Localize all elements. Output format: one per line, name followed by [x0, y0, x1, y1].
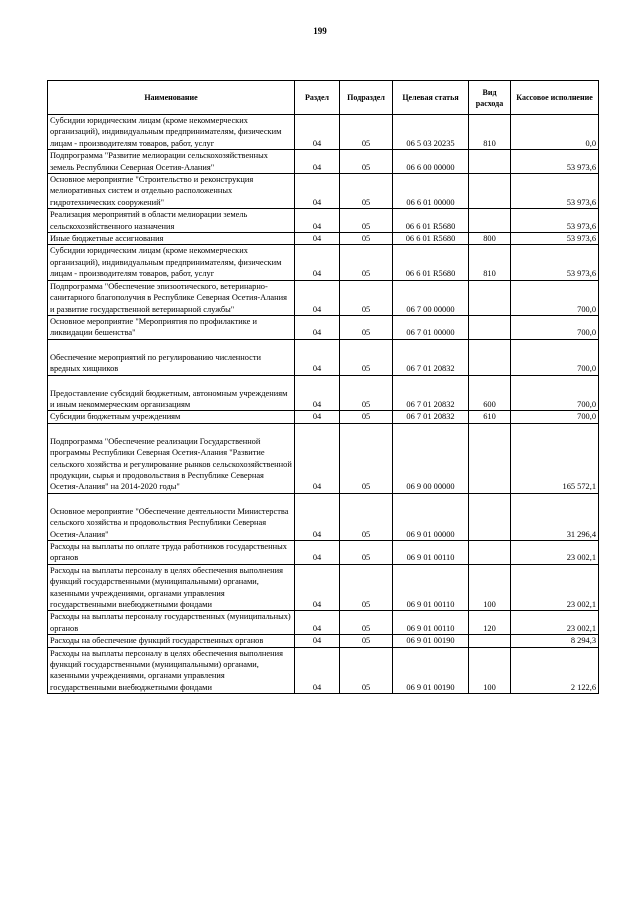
cell-target: 06 9 01 00110 [393, 611, 469, 635]
cell-name: Расходы на выплаты по оплате труда работников государственных органов [48, 541, 295, 565]
cell-section: 04 [295, 339, 340, 375]
cell-cash: 700,0 [511, 315, 599, 339]
header-target: Целевая статья [393, 81, 469, 115]
header-subsection: Подраздел [340, 81, 393, 115]
cell-section: 04 [295, 564, 340, 611]
cell-name: Иные бюджетные ассигнования [48, 233, 295, 245]
header-section: Раздел [295, 81, 340, 115]
table-row [48, 339, 599, 375]
cell-expense [469, 150, 511, 174]
cell-target: 06 6 01 R5680 [393, 233, 469, 245]
cell-name: Подпрограмма "Обеспечение реализации Государственной программы Республики Северная Осетия-Алания "Развитие сельского хозяйства и регулирование рынков сельскохозяйственной продукции, сырья и продовольствия в Республике Северная Осетия-Алания" на 2014-2020 годы" [48, 423, 295, 493]
cell-subsection: 05 [340, 564, 393, 611]
cell-name: Основное мероприятие "Строительство и реконструкция мелиоративных систем и отдельно расположенных гидротехнических сооружений" [48, 174, 295, 209]
cell-expense: 120 [469, 611, 511, 635]
cell-subsection: 05 [340, 245, 393, 280]
cell-name: Основное мероприятие "Мероприятия по профилактике и ликвидации бешенства" [48, 315, 295, 339]
cell-name: Основное мероприятие "Обеспечение деятельности Министерства сельского хозяйства и продовольствия Республики Северная Осетия-Алания" [48, 493, 295, 540]
cell-section: 04 [295, 315, 340, 339]
cell-target: 06 9 01 00110 [393, 564, 469, 611]
cell-name: Подпрограмма "Обеспечение эпизоотического, ветеринарно-санитарного благополучия в Республике Северная Осетия-Алания и развитие государственной ветеринарной службы" [48, 280, 295, 315]
cell-target: 06 9 00 00000 [393, 423, 469, 493]
cell-cash: 700,0 [511, 339, 599, 375]
cell-section: 04 [295, 635, 340, 647]
cell-expense [469, 339, 511, 375]
cell-cash: 165 572,1 [511, 423, 599, 493]
cell-name: Расходы на выплаты персоналу в целях обеспечения выполнения функций государственными (муниципальными) органами, казенными учреждениями, органами управления государственными внебюджетными фондами [48, 564, 295, 611]
cell-section: 04 [295, 541, 340, 565]
header-name: Наименование [48, 81, 295, 115]
cell-target: 06 9 01 00110 [393, 541, 469, 565]
cell-target: 06 9 01 00000 [393, 493, 469, 540]
cell-cash: 31 296,4 [511, 493, 599, 540]
cell-subsection: 05 [340, 493, 393, 540]
table-row [48, 611, 599, 635]
table-row [48, 375, 599, 411]
cell-section: 04 [295, 647, 340, 694]
cell-subsection: 05 [340, 233, 393, 245]
cell-target: 06 7 01 20832 [393, 339, 469, 375]
cell-expense [469, 209, 511, 233]
cell-expense [469, 315, 511, 339]
cell-section: 04 [295, 280, 340, 315]
cell-subsection: 05 [340, 280, 393, 315]
cell-name: Расходы на обеспечение функций государственных органов [48, 635, 295, 647]
table-row [48, 423, 599, 493]
table-row [48, 209, 599, 233]
cell-section: 04 [295, 150, 340, 174]
cell-name: Расходы на выплаты персоналу в целях обеспечения выполнения функций государственными (муниципальными) органами, казенными учреждениями, органами управления государственными внебюджетными фондами [48, 647, 295, 694]
page-number: 199 [313, 26, 327, 36]
cell-cash: 700,0 [511, 280, 599, 315]
cell-subsection: 05 [340, 339, 393, 375]
cell-section: 04 [295, 423, 340, 493]
cell-name: Субсидии юридическим лицам (кроме некоммерческих организаций), индивидуальным предпринимателям, физическим лицам - производителям товаров, работ, услуг [48, 115, 295, 150]
cell-cash: 53 973,6 [511, 150, 599, 174]
cell-cash: 8 294,3 [511, 635, 599, 647]
cell-subsection: 05 [340, 375, 393, 411]
cell-section: 04 [295, 209, 340, 233]
table-row [48, 174, 599, 209]
cell-subsection: 05 [340, 647, 393, 694]
budget-table [47, 80, 599, 694]
cell-subsection: 05 [340, 411, 393, 423]
cell-expense: 800 [469, 233, 511, 245]
cell-name: Реализация мероприятий в области мелиорации земель сельскохозяйственного назначения [48, 209, 295, 233]
cell-name: Расходы на выплаты персоналу государственных (муниципальных) органов [48, 611, 295, 635]
cell-cash: 700,0 [511, 411, 599, 423]
cell-section: 04 [295, 245, 340, 280]
cell-cash: 23 002,1 [511, 541, 599, 565]
cell-subsection: 05 [340, 611, 393, 635]
header-cash: Кассовое исполнение [511, 81, 599, 115]
cell-cash: 53 973,6 [511, 209, 599, 233]
cell-section: 04 [295, 411, 340, 423]
cell-section: 04 [295, 375, 340, 411]
cell-expense [469, 493, 511, 540]
table-row [48, 647, 599, 694]
cell-name: Обеспечение мероприятий по регулированию численности вредных хищников [48, 339, 295, 375]
cell-expense: 810 [469, 115, 511, 150]
cell-subsection: 05 [340, 315, 393, 339]
cell-target: 06 7 00 00000 [393, 280, 469, 315]
cell-subsection: 05 [340, 635, 393, 647]
cell-name: Субсидии юридическим лицам (кроме некоммерческих организаций), индивидуальным предпринимателям, физическим лицам - производителям товаров, работ, услуг [48, 245, 295, 280]
table-header-row [48, 81, 599, 115]
table-row [48, 564, 599, 611]
cell-name: Субсидии бюджетным учреждениям [48, 411, 295, 423]
cell-cash: 23 002,1 [511, 611, 599, 635]
cell-name: Предоставление субсидий бюджетным, автономным учреждениям и иным некоммерческим организациям [48, 375, 295, 411]
table-row [48, 315, 599, 339]
cell-section: 04 [295, 174, 340, 209]
cell-target: 06 6 01 00000 [393, 174, 469, 209]
cell-cash: 0,0 [511, 115, 599, 150]
cell-target: 06 6 01 R5680 [393, 209, 469, 233]
cell-target: 06 5 03 20235 [393, 115, 469, 150]
cell-subsection: 05 [340, 174, 393, 209]
cell-name: Подпрограмма "Развитие мелиорации сельскохозяйственных земель Республики Северная Осетия-Алания" [48, 150, 295, 174]
cell-subsection: 05 [340, 150, 393, 174]
cell-section: 04 [295, 115, 340, 150]
table-row [48, 115, 599, 150]
cell-target: 06 9 01 00190 [393, 647, 469, 694]
cell-expense: 600 [469, 375, 511, 411]
table-row [48, 635, 599, 647]
header-expense: Вид расхода [469, 81, 511, 115]
table-row [48, 493, 599, 540]
cell-expense [469, 174, 511, 209]
cell-subsection: 05 [340, 209, 393, 233]
cell-section: 04 [295, 493, 340, 540]
cell-section: 04 [295, 611, 340, 635]
cell-expense: 810 [469, 245, 511, 280]
table-row [48, 150, 599, 174]
cell-expense [469, 280, 511, 315]
cell-expense: 100 [469, 564, 511, 611]
cell-subsection: 05 [340, 423, 393, 493]
cell-target: 06 9 01 00190 [393, 635, 469, 647]
cell-cash: 53 973,6 [511, 174, 599, 209]
cell-target: 06 6 01 R5680 [393, 245, 469, 280]
cell-target: 06 7 01 20832 [393, 375, 469, 411]
cell-target: 06 7 01 20832 [393, 411, 469, 423]
cell-expense [469, 423, 511, 493]
cell-cash: 53 973,6 [511, 245, 599, 280]
table-row [48, 245, 599, 280]
table-row [48, 411, 599, 423]
cell-cash: 700,0 [511, 375, 599, 411]
cell-subsection: 05 [340, 541, 393, 565]
table-row [48, 280, 599, 315]
cell-cash: 2 122,6 [511, 647, 599, 694]
cell-target: 06 7 01 00000 [393, 315, 469, 339]
cell-section: 04 [295, 233, 340, 245]
table-row [48, 233, 599, 245]
table-row [48, 541, 599, 565]
cell-cash: 23 002,1 [511, 564, 599, 611]
cell-subsection: 05 [340, 115, 393, 150]
cell-target: 06 6 00 00000 [393, 150, 469, 174]
cell-expense: 100 [469, 647, 511, 694]
cell-expense [469, 635, 511, 647]
cell-expense: 610 [469, 411, 511, 423]
cell-cash: 53 973,6 [511, 233, 599, 245]
cell-expense [469, 541, 511, 565]
